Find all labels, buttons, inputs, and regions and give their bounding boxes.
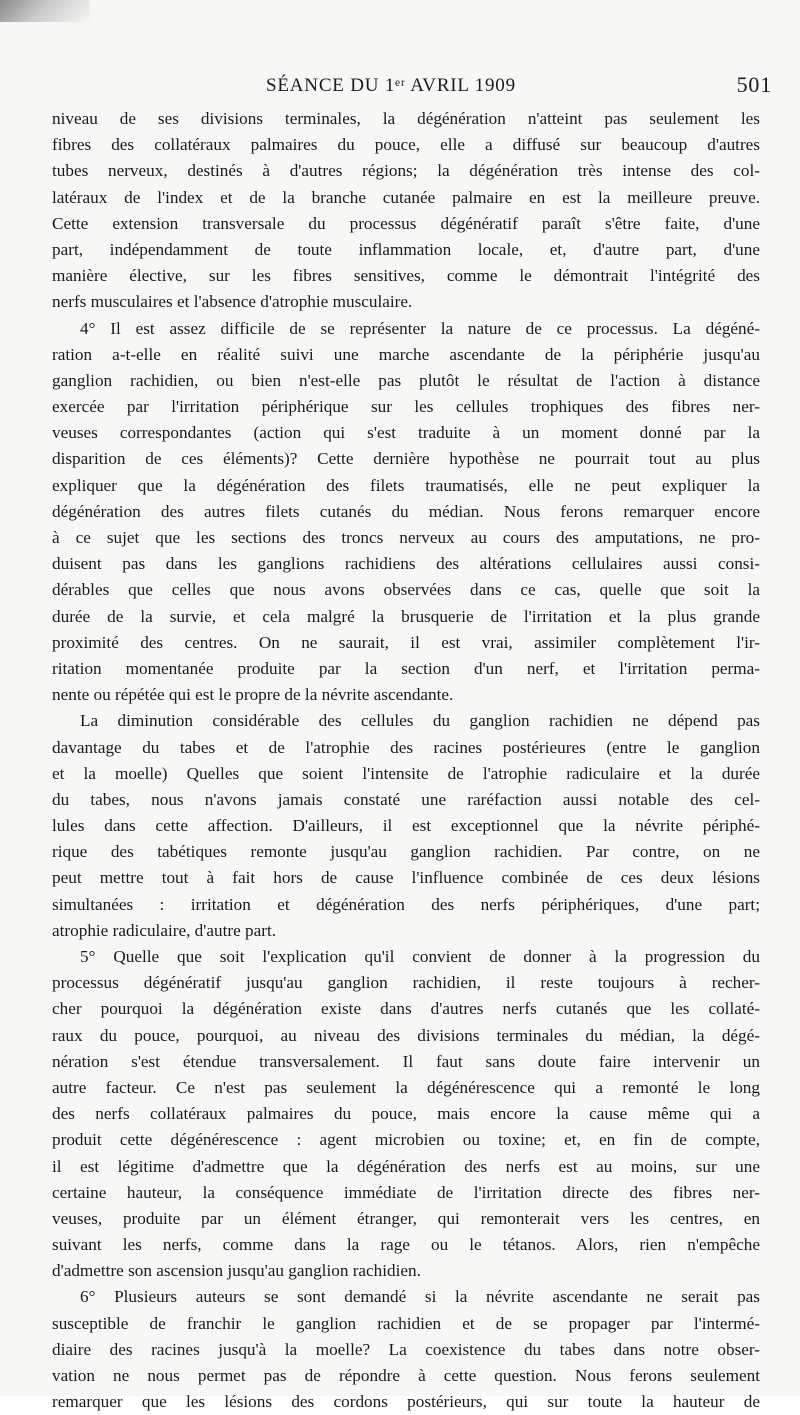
text-line: dérables que celles que nous avons observées dans ce cas, quelle que soit la — [52, 580, 760, 600]
text-line: latéraux de l'index et de la branche cutanée palmaire en est la meilleure preuve. — [52, 187, 760, 207]
text-line: 5° Quelle que soit l'explication qu'il convient de donner à la progression du — [80, 947, 760, 966]
text-line: lules dans cette affection. D'ailleurs, il est exceptionnel que la névrite périphé- — [52, 816, 760, 836]
text-line: susceptible de franchir le ganglion rachidien et de se propager par l'intermé- — [52, 1313, 760, 1333]
text-line: il est légitime d'admettre que la dégénération des nerfs est au moins, sur une — [52, 1156, 760, 1176]
text-line: Cette extension transversale du processus dégénératif paraît s'être faite, d'une — [52, 213, 760, 233]
text-line: duisent pas dans les ganglions rachidiens des altérations cellulaires aussi consi- — [52, 554, 760, 574]
text-line: simultanées : irritation et dégénération des nerfs périphériques, d'une part; — [52, 894, 760, 914]
page-number: 501 — [736, 72, 772, 97]
text-line: nération s'est étendue transversalement. Il faut sans doute faire intervenir un — [52, 1051, 760, 1071]
text-line: à ce sujet que les sections des troncs nerveux au cours des amputations, ne pro- — [52, 528, 760, 547]
text-line: disparition de ces éléments)? Cette dernière hypothèse ne pourrait tout au plus — [52, 449, 760, 469]
text-line: ration a-t-elle en réalité suivi une marche ascendante de la périphérie jusqu'au — [52, 344, 760, 364]
text-line: ritation momentanée produite par la section d'un nerf, et l'irritation perma- — [52, 658, 760, 678]
text-line: remarquer que les lésions des cordons postérieurs, qui sur toute la hauteur de — [52, 1392, 760, 1412]
text-line: raux du pouce, pourquoi, au niveau des divisions terminales du médian, la dégé- — [52, 1025, 760, 1045]
text-line: produit cette dégénérescence : agent microbien ou toxine; et, en fin de compte, — [52, 1130, 760, 1150]
body-text — [52, 106, 760, 1415]
text-line: veuses, produite par un élément étranger, qui remonterait vers les centres, en — [52, 1208, 760, 1228]
text-line: tubes nerveux, destinés à d'autres régions; la dégénération très intense des col- — [52, 161, 760, 181]
text-line: suivant les nerfs, comme dans la rage ou le tétanos. Alors, rien n'empêche — [52, 1235, 760, 1255]
text-line: exercée par l'irritation périphérique sur les cellules trophiques des fibres ner- — [52, 397, 760, 417]
text-line: d'admettre son ascension jusqu'au ganglion rachidien. — [52, 1261, 421, 1281]
text-line: des nerfs collatéraux palmaires du pouce, mais encore la cause même qui a — [52, 1104, 760, 1124]
text-line: diaire des racines jusqu'à la moelle? La coexistence du tabes dans notre obser- — [52, 1339, 760, 1359]
running-title: SÉANCE DU 1ᵉʳ AVRIL 1909 — [266, 75, 516, 96]
text-line: nente ou répétée qui est le propre de la névrite ascendante. — [52, 685, 454, 705]
text-line: rique des tabétiques remonte jusqu'au ganglion rachidien. Par contre, on ne — [52, 842, 760, 862]
text-line: et la moelle) Quelles que soient l'intensite de l'atrophie radiculaire et la durée — [52, 763, 760, 783]
text-line: fibres des collatéraux palmaires du pouce, elle a diffusé sur beaucoup d'autres — [52, 135, 760, 155]
text-line: davantage du tabes et de l'atrophie des racines postérieures (entre le ganglion — [52, 737, 760, 757]
text-line: La diminution considérable des cellules du ganglion rachidien ne dépend pas — [80, 711, 760, 731]
text-line: durée de la survie, et cela malgré la brusquerie de l'irritation et la plus grande — [52, 606, 760, 626]
text-line: expliquer que la dégénération des filets traumatisés, elle ne peut expliquer la — [52, 475, 760, 495]
running-head — [266, 70, 772, 102]
text-line: atrophie radiculaire, d'autre part. — [52, 920, 277, 940]
text-line: vation ne nous permet pas de répondre à cette question. Nous ferons seulement — [52, 1366, 760, 1385]
text-line: nerfs musculaires et l'absence d'atrophie musculaire. — [52, 292, 413, 312]
scan-edge-shadow — [0, 0, 90, 22]
text-line: certaine hauteur, la conséquence immédiate de l'irritation directe des fibres ner- — [52, 1182, 760, 1202]
text-line: autre facteur. Ce n'est pas seulement la dégénérescence qui a remonté le long — [52, 1077, 760, 1097]
text-line: processus dégénératif jusqu'au ganglion rachidien, il reste toujours à recher- — [52, 973, 760, 993]
text-line: dégénération des autres filets cutanés du médian. Nous ferons remarquer encore — [52, 501, 760, 521]
text-line: 4° Il est assez difficile de se représenter la nature de ce processus. La dégéné- — [80, 318, 760, 338]
text-line: ganglion rachidien, ou bien n'est-elle pas plutôt le résultat de l'action à distance — [52, 370, 760, 390]
text-line: proximité des centres. On ne saurait, il est vrai, assimiler complètement l'ir- — [52, 632, 760, 652]
text-line: du tabes, nous n'avons jamais constaté une raréfaction aussi notable des cel- — [52, 789, 760, 809]
text-line: part, indépendamment de toute inflammation locale, et, d'autre part, d'une — [52, 239, 760, 259]
text-line: 6° Plusieurs auteurs se sont demandé si la névrite ascendante ne serait pas — [80, 1287, 760, 1307]
text-line: niveau de ses divisions terminales, la dégénération n'atteint pas seulement les — [52, 109, 760, 128]
text-line: cher pourquoi la dégénération existe dans d'autres nerfs cutanés que les collaté- — [52, 999, 760, 1019]
text-line: manière élective, sur les fibres sensitives, comme le démontrait l'intégrité des — [52, 266, 760, 286]
text-line: peut mettre tout à fait hors de cause l'influence combinée de ces deux lésions — [52, 868, 760, 888]
text-line: veuses correspondantes (action qui s'est traduite à un moment donné par la — [52, 423, 760, 443]
